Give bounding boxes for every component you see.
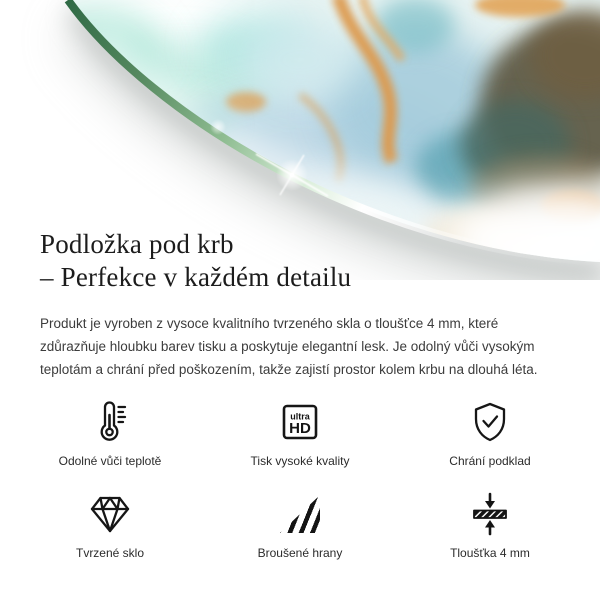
ultra-text: ultra bbox=[290, 411, 310, 422]
thickness-icon bbox=[467, 490, 513, 538]
feature-label: Tvrzené sklo bbox=[75, 546, 145, 560]
title-line-2: – Perfekce v každém detailu bbox=[40, 262, 352, 292]
thermometer-icon bbox=[87, 398, 133, 446]
feature-label: Tloušťka 4 mm bbox=[450, 546, 530, 560]
diamond-icon bbox=[87, 490, 133, 538]
feature-polished-edges bbox=[205, 490, 395, 560]
feature-label: Chrání podklad bbox=[449, 454, 531, 468]
ultra-hd-icon bbox=[277, 398, 323, 446]
feature-protects-base bbox=[395, 398, 585, 468]
feature-tempered-glass bbox=[15, 490, 205, 560]
sparkle-small bbox=[210, 119, 226, 135]
feature-heat-resistant bbox=[15, 398, 205, 468]
polished-edges-icon bbox=[280, 490, 320, 538]
feature-label: Tisk vysoké kvality bbox=[250, 454, 350, 468]
title-line-1: Podložka pod krb bbox=[40, 229, 234, 259]
feature-label: Odolné vůči teplotě bbox=[58, 454, 162, 468]
feature-label: Broušené hrany bbox=[257, 546, 343, 560]
feature-grid bbox=[15, 398, 585, 560]
shield-check-icon bbox=[467, 398, 513, 446]
feature-thickness bbox=[395, 490, 585, 560]
feature-print-quality bbox=[205, 398, 395, 468]
hd-text: HD bbox=[289, 420, 311, 437]
product-description: Produkt je vyroben z vysoce kvalitního tvrzeného skla o tloušťce 4 mm, které zdůrazňuje hloubku barev tisku a poskytuje elegantní lesk. Je odolný vůči vysokým teplotám a chrání před poškozením, takže zajistí prostor kolem krbu na dlouhá léta. bbox=[40, 316, 538, 377]
page-title bbox=[40, 228, 351, 294]
